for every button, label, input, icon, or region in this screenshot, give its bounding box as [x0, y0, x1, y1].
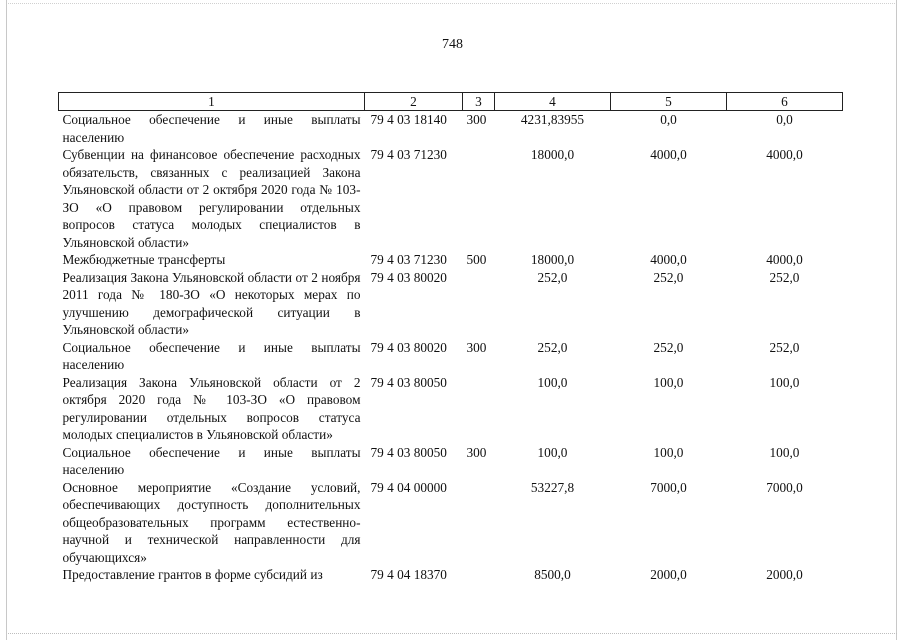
- table-row: [59, 566, 843, 584]
- scan-right-edge: [896, 0, 897, 640]
- row-expense-type: [463, 146, 495, 251]
- row-value-3: 0,0: [776, 112, 793, 127]
- row-expense-type: [463, 269, 495, 339]
- scan-left-edge: [6, 0, 7, 640]
- row-value-2: 252,0: [653, 339, 684, 355]
- row-name: Субвенции на финансовое обеспечение расходных обязательств, связанных с реализацией Закона Ульяновской области от 2 октября 2020 года № 103-ЗО «О правовом регулировании отдельных вопросов статуса молодых специалистов в Ульяновской области»: [62, 147, 361, 250]
- row-value-1: 53227,8: [530, 479, 575, 495]
- row-code: 79 4 03 71230: [370, 147, 447, 162]
- row-value-1: 100,0: [537, 444, 568, 460]
- row-value-2: 2000,0: [650, 567, 687, 582]
- header-col-1: 1: [59, 93, 365, 111]
- row-value-3: 7000,0: [766, 479, 803, 495]
- row-expense-type: [463, 566, 495, 584]
- table-row: [59, 479, 843, 567]
- row-expense-type: [463, 374, 495, 444]
- row-code: 79 4 03 80050: [370, 444, 447, 460]
- row-value-2: 252,0: [653, 269, 684, 285]
- row-value-1: 100,0: [537, 374, 568, 390]
- row-value-1: 4231,83955: [520, 112, 585, 127]
- row-value-3: 252,0: [769, 339, 800, 355]
- row-name: Социальное обеспечение и иные выплаты населению: [62, 444, 361, 477]
- header-col-4: 4: [495, 93, 611, 111]
- row-value-3: 100,0: [769, 374, 800, 390]
- table-body: [59, 111, 843, 584]
- row-expense-type: 300: [466, 444, 487, 460]
- row-value-1: 8500,0: [534, 567, 571, 582]
- table-header: [59, 93, 843, 111]
- row-value-2: 100,0: [653, 444, 684, 460]
- row-value-2: 7000,0: [650, 479, 687, 495]
- row-code: 79 4 03 71230: [370, 252, 447, 267]
- header-col-5: 5: [611, 93, 727, 111]
- table-row: [59, 269, 843, 339]
- row-name: Реализация Закона Ульяновской области от 2 октября 2020 года № 103-ЗО «О правовом регулировании отдельных вопросов статуса молодых специалистов в Ульяновской области»: [62, 374, 361, 442]
- row-value-2: 4000,0: [650, 147, 687, 162]
- row-value-3: 4000,0: [766, 147, 803, 162]
- row-expense-type: [463, 479, 495, 567]
- row-code: 79 4 03 80020: [370, 269, 447, 285]
- table-row: [59, 251, 843, 269]
- header-col-2: 2: [365, 93, 463, 111]
- row-code: 79 4 03 80020: [370, 339, 447, 355]
- row-name: Предоставление грантов в форме субсидий из: [62, 567, 323, 582]
- table-row: [59, 111, 843, 147]
- row-expense-type: 500: [466, 252, 487, 267]
- header-col-6: 6: [727, 93, 843, 111]
- row-value-3: 252,0: [769, 269, 800, 285]
- row-value-3: 4000,0: [766, 252, 803, 267]
- budget-table: [58, 92, 843, 584]
- row-code: 79 4 04 18370: [370, 567, 447, 582]
- row-value-1: 18000,0: [530, 147, 575, 162]
- row-expense-type: 300: [466, 339, 487, 355]
- table-row: [59, 444, 843, 479]
- table-row: [59, 374, 843, 444]
- row-name: Основное мероприятие «Создание условий, обеспечивающих доступность дополнительных общеобразовательных программ естественно-научной и технической направленности для обучающихся»: [62, 479, 361, 565]
- row-value-3: 2000,0: [766, 567, 803, 582]
- table-row: [59, 339, 843, 374]
- scan-top-edge: [8, 3, 897, 5]
- row-name: Социальное обеспечение и иные выплаты населению: [62, 112, 361, 145]
- row-value-1: 252,0: [537, 339, 568, 355]
- header-col-3: 3: [463, 93, 495, 111]
- page-number: 748: [442, 37, 463, 52]
- scan-bottom-edge: [8, 633, 897, 635]
- table-row: [59, 146, 843, 251]
- row-name: Социальное обеспечение и иные выплаты населению: [62, 339, 361, 372]
- row-code: 79 4 04 00000: [370, 479, 447, 495]
- row-value-2: 0,0: [660, 112, 677, 127]
- row-expense-type: 300: [466, 112, 487, 127]
- row-code: 79 4 03 18140: [370, 112, 447, 127]
- row-value-2: 4000,0: [650, 252, 687, 267]
- row-value-3: 100,0: [769, 444, 800, 460]
- row-name: Межбюджетные трансферты: [62, 252, 226, 267]
- row-value-1: 252,0: [537, 269, 568, 285]
- row-value-2: 100,0: [653, 374, 684, 390]
- row-name: Реализация Закона Ульяновской области от 2 ноября 2011 года № 180-ЗО «О некоторых мерах по улучшению демографической ситуации в Ульяновской области»: [62, 269, 361, 337]
- row-value-1: 18000,0: [530, 252, 575, 267]
- header-row: [59, 93, 843, 111]
- row-code: 79 4 03 80050: [370, 374, 447, 390]
